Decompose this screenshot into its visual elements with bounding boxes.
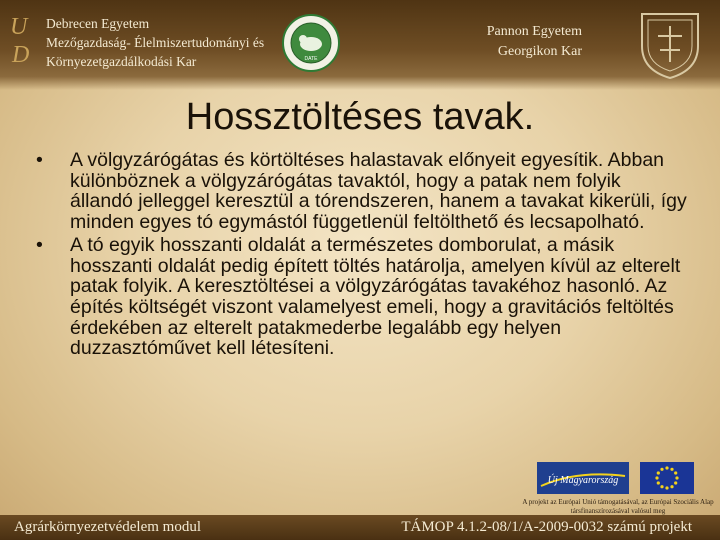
funding-note: A projekt az Európai Unió támogatásával, az Európai Szociális Alap társfinanszírozásával valósul meg xyxy=(522,498,714,515)
footer-project-id: TÁMOP 4.1.2-08/1/A-2009-0032 számú projekt xyxy=(401,519,692,535)
bullet-dot: • xyxy=(36,233,43,256)
ud-logo-icon xyxy=(6,10,40,68)
bullet-dot: • xyxy=(36,149,43,171)
bullet-item xyxy=(36,150,688,233)
debrecen-line-2: Mezőgazdaság- Élelmiszertudományi és xyxy=(46,35,265,50)
slide-title: Hossztöltéses tavak. xyxy=(185,96,535,138)
pannon-line-1: Pannon Egyetem xyxy=(486,24,582,39)
footer-bar xyxy=(0,515,720,540)
uj-magyarorszag-logo-icon xyxy=(537,462,629,494)
uj-magyarorszag-label: Új Magyarország xyxy=(547,475,619,486)
university-emblem-icon xyxy=(282,14,340,72)
georgikon-shield-icon xyxy=(636,10,704,80)
bullet-item xyxy=(36,235,688,359)
svg-text:U: U xyxy=(10,14,28,40)
debrecen-institution-name xyxy=(46,14,296,71)
eu-flag-icon xyxy=(640,462,694,494)
pannon-line-2: Georgikon Kar xyxy=(497,44,582,59)
bullet-text: A tó egyik hosszanti oldalát a természetes domborulat, a másik hosszanti oldalát pedig épített töltés határolja, amelyen kívül az elterelt patak folyik. A keresztöltései a völgyzárógátas tavakéhoz hasonló. Az építés költségét viszont valamelyest emeli, hogy a gravitációs feltöltés érdekében az elterelt patakmederbe legalább egy helyen duzzasztóművet kell létesíteni. xyxy=(70,233,681,360)
footer-module-name: Agrárkörnyezetvédelem modul xyxy=(14,519,202,535)
emblem-label: DATE xyxy=(304,56,318,62)
slide-content xyxy=(36,150,688,361)
debrecen-line-3: Környezetgazdálkodási Kar xyxy=(46,54,197,69)
header-bar xyxy=(0,0,720,90)
pannon-institution-name xyxy=(487,22,582,62)
bullet-text: A völgyzárógátas és körtöltéses halastavak előnyeit egyesítik. Abban különböznek a völgyzárógátas tavaktól, hogy a patak nem folyik állandó jelleggel keresztül a tórendszeren, hanem a tavakat kikerüli, így minden egyes tó egymástól függetlenül feltölthető és lecsapolható. xyxy=(70,149,687,234)
svg-text:D: D xyxy=(12,42,30,68)
debrecen-line-1: Debrecen Egyetem xyxy=(46,16,150,31)
